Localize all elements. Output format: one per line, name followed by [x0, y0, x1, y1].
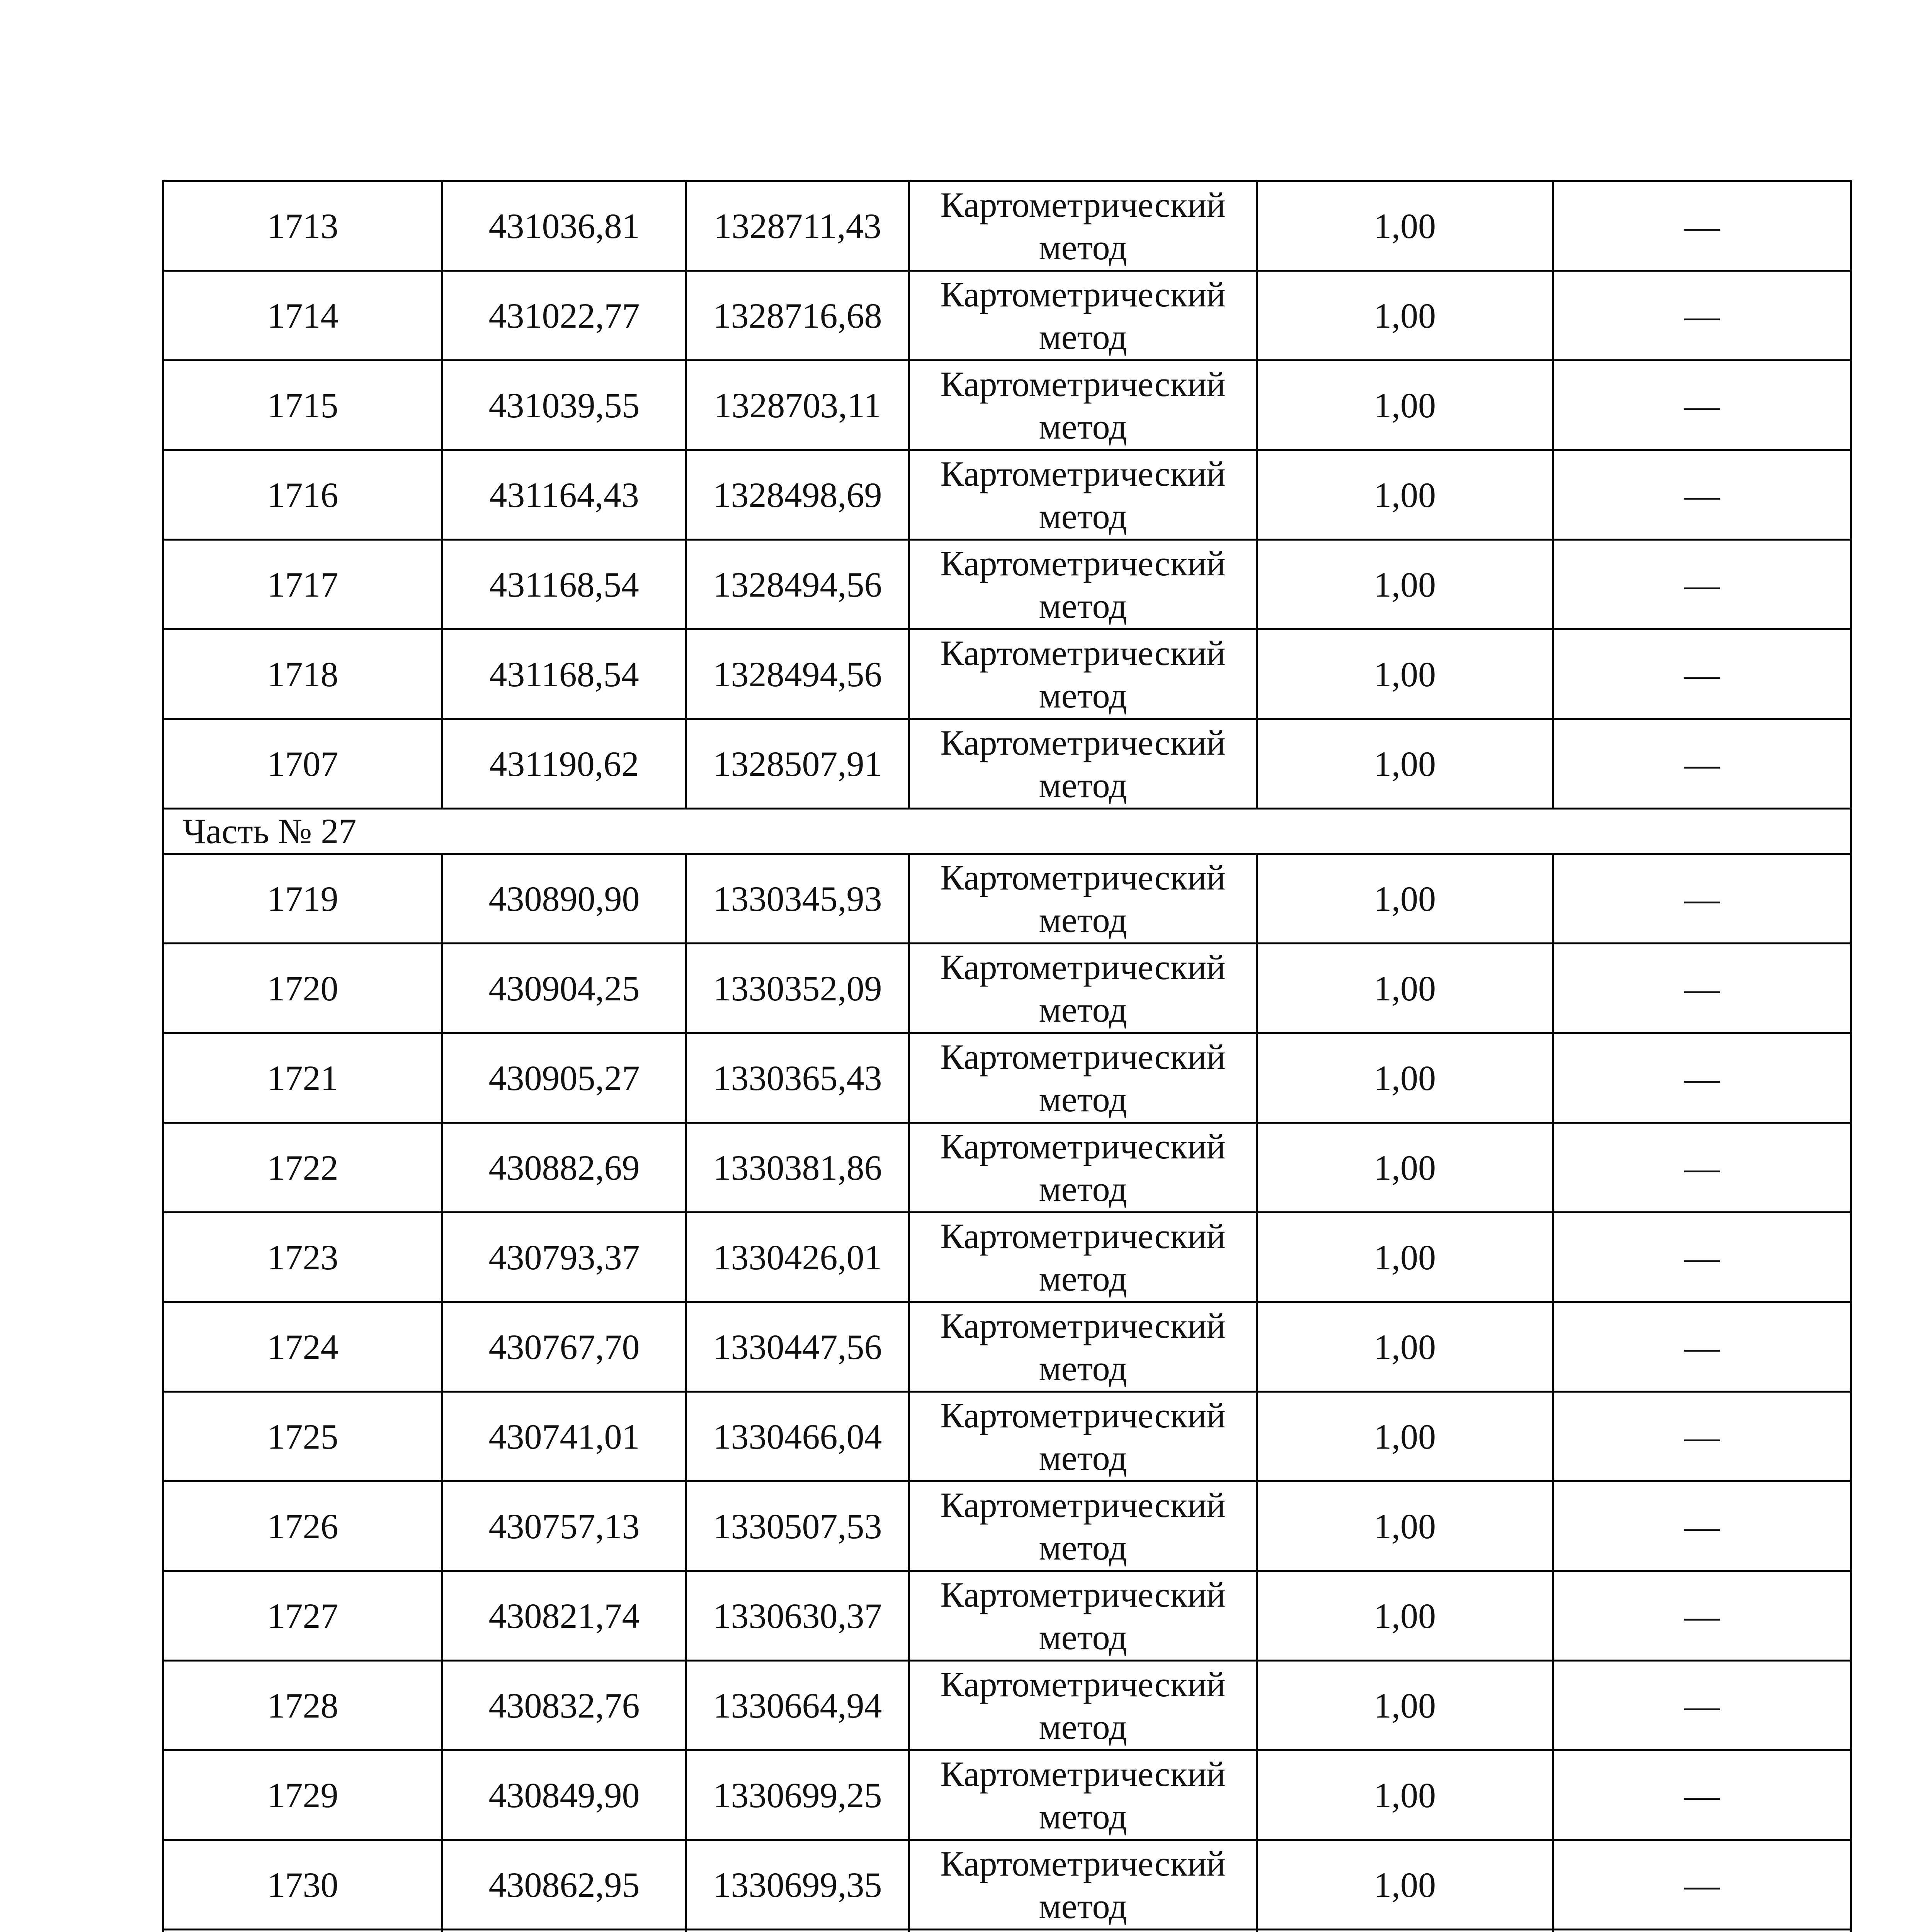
note-cell: — [1553, 1392, 1851, 1481]
note-cell: — [1553, 1661, 1851, 1750]
accuracy-cell: 1,00 [1257, 1213, 1553, 1302]
y-coordinate-cell: 1330699,35 [686, 1840, 909, 1930]
method-line: Картометрический [940, 1754, 1226, 1794]
note-cell [1553, 1930, 1851, 1932]
y-coordinate-cell: 1330345,93 [686, 854, 909, 944]
x-coordinate-cell: 431168,54 [442, 540, 686, 629]
x-coordinate-cell: 430904,25 [442, 944, 686, 1033]
note-cell: — [1553, 1302, 1851, 1392]
y-coordinate-cell: 1330630,37 [686, 1571, 909, 1661]
table-row [163, 1840, 1851, 1930]
note-cell: — [1553, 1481, 1851, 1571]
accuracy-cell: 1,00 [1257, 271, 1553, 361]
y-coordinate-cell: 1330365,43 [686, 1033, 909, 1123]
method-cell [909, 181, 1257, 271]
method-line: метод [1039, 1796, 1127, 1836]
method-cell [909, 1033, 1257, 1123]
accuracy-cell: 1,00 [1257, 1571, 1553, 1661]
method-cell [909, 1481, 1257, 1571]
method-line: метод [1039, 765, 1127, 805]
point-number-cell: 1729 [163, 1750, 442, 1840]
method-line: Картометрический [940, 1126, 1226, 1166]
accuracy-cell: 1,00 [1257, 854, 1553, 944]
point-number-cell: 1721 [163, 1033, 442, 1123]
method-line: Картометрический [940, 857, 1226, 897]
note-cell: — [1553, 181, 1851, 271]
method-line: Картометрический [940, 185, 1226, 224]
point-number-cell: 1722 [163, 1123, 442, 1213]
point-number-cell: 1724 [163, 1302, 442, 1392]
point-number-cell: 1717 [163, 540, 442, 629]
method-cell [909, 1392, 1257, 1481]
y-coordinate-cell: 1330426,01 [686, 1213, 909, 1302]
accuracy-cell: 1,00 [1257, 1123, 1553, 1213]
table-row [163, 1392, 1851, 1481]
method-line: Картометрический [940, 633, 1226, 673]
method-line: метод [1039, 1348, 1127, 1388]
x-coordinate-cell: 430905,27 [442, 1033, 686, 1123]
point-number-cell: 1725 [163, 1392, 442, 1481]
table-row [163, 1123, 1851, 1213]
method-line: Картометрический [940, 947, 1226, 987]
x-coordinate-cell: 430832,76 [442, 1661, 686, 1750]
accuracy-cell: 1,00 [1257, 1302, 1553, 1392]
table-row [163, 1033, 1851, 1123]
table-row [163, 944, 1851, 1033]
method-cell [909, 1930, 1257, 1932]
method-cell [909, 854, 1257, 944]
accuracy-cell: 1,00 [1257, 1481, 1553, 1571]
method-line: метод [1039, 1079, 1127, 1119]
table-row [163, 1213, 1851, 1302]
point-number-cell: 1730 [163, 1840, 442, 1930]
table-row [163, 629, 1851, 719]
point-number-cell: 1728 [163, 1661, 442, 1750]
method-line: Картометрический [940, 1037, 1226, 1077]
method-line: метод [1039, 227, 1127, 267]
method-line: Картометрический [940, 1575, 1226, 1614]
table-row [163, 719, 1851, 809]
method-cell [909, 540, 1257, 629]
accuracy-cell: 1,00 [1257, 1033, 1553, 1123]
note-cell: — [1553, 1033, 1851, 1123]
note-cell: — [1553, 450, 1851, 540]
y-coordinate-cell: 1330507,53 [686, 1481, 909, 1571]
accuracy-cell: 1,00 [1257, 181, 1553, 271]
y-coordinate-cell: 1330466,04 [686, 1392, 909, 1481]
method-line: метод [1039, 675, 1127, 715]
x-coordinate-cell [442, 1930, 686, 1932]
point-number-cell: 1719 [163, 854, 442, 944]
accuracy-cell: 1,00 [1257, 719, 1553, 809]
method-cell [909, 361, 1257, 450]
y-coordinate-cell: 1330352,09 [686, 944, 909, 1033]
y-coordinate-cell: 1328498,69 [686, 450, 909, 540]
method-line: метод [1039, 1438, 1127, 1478]
note-cell: — [1553, 361, 1851, 450]
method-line: Картометрический [940, 543, 1226, 583]
method-line: Картометрический [940, 1844, 1226, 1883]
method-line: метод [1039, 1169, 1127, 1209]
y-coordinate-cell: 1328703,11 [686, 361, 909, 450]
method-line: метод [1039, 317, 1127, 357]
method-cell [909, 719, 1257, 809]
method-line: метод [1039, 1259, 1127, 1298]
y-coordinate-cell: 1328494,56 [686, 540, 909, 629]
y-coordinate-cell: 1330664,94 [686, 1661, 909, 1750]
method-line: Картометрический [940, 723, 1226, 762]
table-row [163, 1571, 1851, 1661]
table-row [163, 854, 1851, 944]
note-cell: — [1553, 1213, 1851, 1302]
note-cell: — [1553, 1750, 1851, 1840]
note-cell: — [1553, 1123, 1851, 1213]
method-line: метод [1039, 406, 1127, 446]
point-number-cell: 1726 [163, 1481, 442, 1571]
note-cell: — [1553, 719, 1851, 809]
table-row [163, 1481, 1851, 1571]
point-number-cell: 1720 [163, 944, 442, 1033]
part-header-row [163, 809, 1851, 854]
accuracy-cell [1257, 1930, 1553, 1932]
table-row [163, 1302, 1851, 1392]
note-cell: — [1553, 854, 1851, 944]
point-number-cell: 1723 [163, 1213, 442, 1302]
point-number-cell: 1713 [163, 181, 442, 271]
x-coordinate-cell: 431039,55 [442, 361, 686, 450]
method-cell [909, 271, 1257, 361]
accuracy-cell: 1,00 [1257, 1750, 1553, 1840]
point-number-cell: 1727 [163, 1571, 442, 1661]
method-line: метод [1039, 1886, 1127, 1926]
point-number-cell [163, 1930, 442, 1932]
method-line: метод [1039, 990, 1127, 1029]
x-coordinate-cell: 431036,81 [442, 181, 686, 271]
y-coordinate-cell [686, 1930, 909, 1932]
coordinates-table-body [163, 181, 1851, 1932]
method-line: Картометрический [940, 1485, 1226, 1525]
method-cell [909, 1840, 1257, 1930]
y-coordinate-cell: 1328494,56 [686, 629, 909, 719]
point-number-cell: 1714 [163, 271, 442, 361]
note-cell: — [1553, 1840, 1851, 1930]
method-line: метод [1039, 1527, 1127, 1567]
table-row [163, 181, 1851, 271]
y-coordinate-cell: 1330447,56 [686, 1302, 909, 1392]
y-coordinate-cell: 1330699,25 [686, 1750, 909, 1840]
table-row [163, 361, 1851, 450]
method-line: Картометрический [940, 364, 1226, 404]
point-number-cell: 1716 [163, 450, 442, 540]
method-cell [909, 1571, 1257, 1661]
x-coordinate-cell: 430862,95 [442, 1840, 686, 1930]
accuracy-cell: 1,00 [1257, 629, 1553, 719]
point-number-cell: 1718 [163, 629, 442, 719]
table-row [163, 1930, 1851, 1932]
y-coordinate-cell: 1330381,86 [686, 1123, 909, 1213]
note-cell: — [1553, 271, 1851, 361]
x-coordinate-cell: 430890,90 [442, 854, 686, 944]
method-line: метод [1039, 586, 1127, 626]
table-row [163, 271, 1851, 361]
x-coordinate-cell: 430849,90 [442, 1750, 686, 1840]
x-coordinate-cell: 431190,62 [442, 719, 686, 809]
note-cell: — [1553, 629, 1851, 719]
table-row [163, 540, 1851, 629]
y-coordinate-cell: 1328716,68 [686, 271, 909, 361]
method-cell [909, 1123, 1257, 1213]
y-coordinate-cell: 1328507,91 [686, 719, 909, 809]
x-coordinate-cell: 431168,54 [442, 629, 686, 719]
method-cell [909, 1750, 1257, 1840]
method-cell [909, 1661, 1257, 1750]
x-coordinate-cell: 430767,70 [442, 1302, 686, 1392]
method-line: метод [1039, 900, 1127, 940]
accuracy-cell: 1,00 [1257, 361, 1553, 450]
method-line: Картометрический [940, 1306, 1226, 1345]
accuracy-cell: 1,00 [1257, 1661, 1553, 1750]
y-coordinate-cell: 1328711,43 [686, 181, 909, 271]
method-cell [909, 1213, 1257, 1302]
method-cell [909, 629, 1257, 719]
method-cell [909, 944, 1257, 1033]
accuracy-cell: 1,00 [1257, 944, 1553, 1033]
accuracy-cell: 1,00 [1257, 450, 1553, 540]
x-coordinate-cell: 431022,77 [442, 271, 686, 361]
note-cell: — [1553, 540, 1851, 629]
accuracy-cell: 1,00 [1257, 1840, 1553, 1930]
note-cell: — [1553, 1571, 1851, 1661]
x-coordinate-cell: 430882,69 [442, 1123, 686, 1213]
part-header-label: Часть № 27 [163, 809, 1851, 854]
method-line: метод [1039, 1617, 1127, 1657]
method-line: Картометрический [940, 454, 1226, 493]
method-line: Картометрический [940, 1395, 1226, 1435]
method-line: Картометрический [940, 1216, 1226, 1256]
coordinates-table [162, 180, 1852, 1932]
x-coordinate-cell: 430741,01 [442, 1392, 686, 1481]
point-number-cell: 1715 [163, 361, 442, 450]
accuracy-cell: 1,00 [1257, 1392, 1553, 1481]
method-line: метод [1039, 496, 1127, 536]
x-coordinate-cell: 430821,74 [442, 1571, 686, 1661]
accuracy-cell: 1,00 [1257, 540, 1553, 629]
method-line: Картометрический [940, 274, 1226, 314]
table-row [163, 1750, 1851, 1840]
method-line: метод [1039, 1707, 1127, 1747]
point-number-cell: 1707 [163, 719, 442, 809]
method-cell [909, 450, 1257, 540]
note-cell: — [1553, 944, 1851, 1033]
x-coordinate-cell: 430793,37 [442, 1213, 686, 1302]
table-row [163, 450, 1851, 540]
method-line: Картометрический [940, 1664, 1226, 1704]
x-coordinate-cell: 430757,13 [442, 1481, 686, 1571]
x-coordinate-cell: 431164,43 [442, 450, 686, 540]
method-cell [909, 1302, 1257, 1392]
table-row [163, 1661, 1851, 1750]
